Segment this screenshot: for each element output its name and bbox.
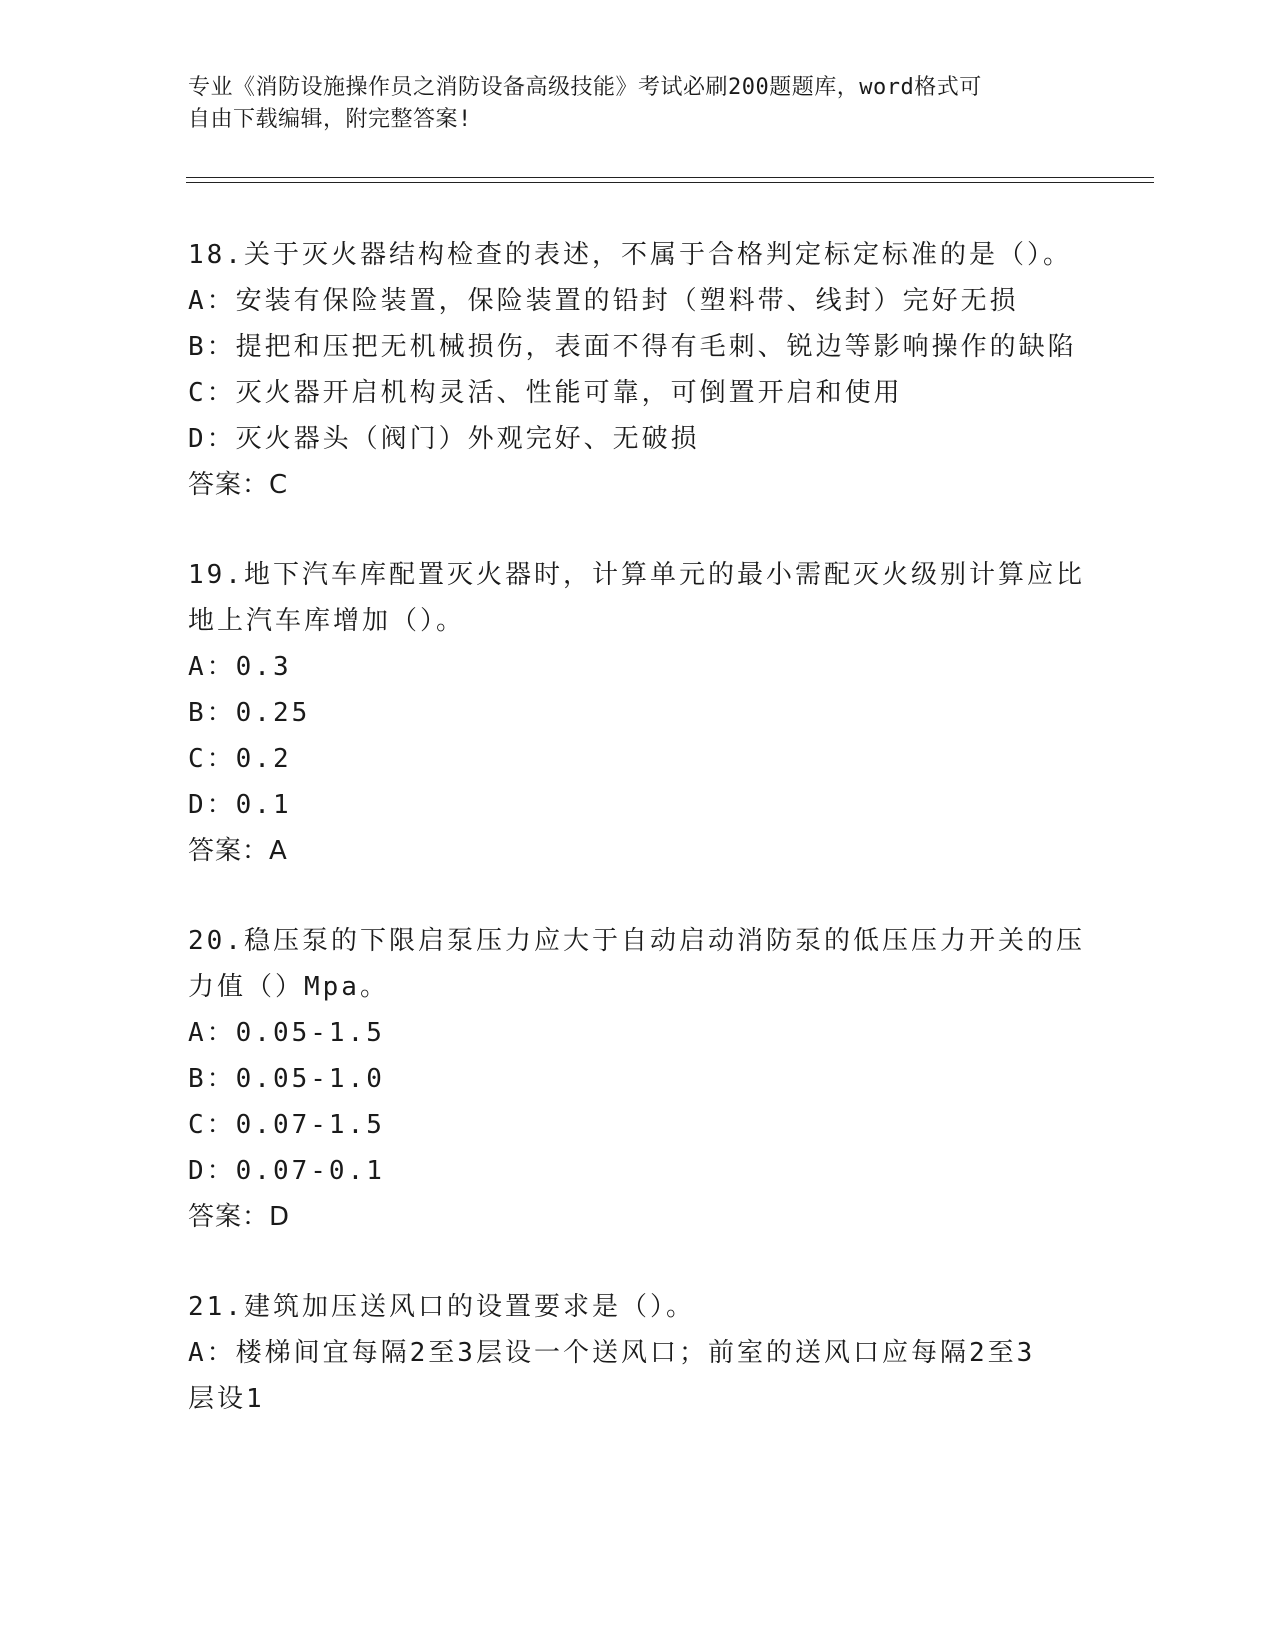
question-block — [188, 1284, 1088, 1422]
question-option: 层设1 — [188, 1384, 265, 1414]
header-line-2: 自由下载编辑，附完整答案! — [188, 107, 472, 132]
question-option: C：0.07-1.5 — [188, 1110, 385, 1140]
question-block — [188, 918, 1088, 1240]
question-option: A：0.3 — [188, 652, 292, 682]
question-list — [188, 232, 1088, 1466]
question-option: C：灭火器开启机构灵活、性能可靠，可倒置开启和使用 — [188, 378, 903, 408]
question-option: D：0.1 — [188, 790, 292, 820]
question-block — [188, 552, 1088, 874]
answer-label: 答案：C — [188, 470, 289, 500]
question-option: B：提把和压把无机械损伤，表面不得有毛刺、锐边等影响操作的缺陷 — [188, 332, 1077, 362]
question-stem: 19.地下汽车库配置灭火器时，计算单元的最小需配灭火级别计算应比 — [188, 560, 1085, 590]
question-option: A：楼梯间宜每隔2至3层设一个送风口；前室的送风口应每隔2至3 — [188, 1338, 1036, 1368]
header-divider-bottom — [186, 182, 1154, 183]
question-option: D：灭火器头（阀门）外观完好、无破损 — [188, 424, 700, 454]
question-option: D：0.07-0.1 — [188, 1156, 385, 1186]
question-option: A：0.05-1.5 — [188, 1018, 385, 1048]
answer-label: 答案：A — [188, 836, 288, 866]
document-header — [188, 72, 1088, 136]
question-stem: 力值（）Mpa。 — [188, 972, 389, 1002]
question-option: B：0.25 — [188, 698, 311, 728]
question-block — [188, 232, 1088, 508]
answer-label: 答案：D — [188, 1202, 291, 1232]
question-option: C：0.2 — [188, 744, 292, 774]
header-divider-top — [186, 177, 1154, 178]
question-stem: 18.关于灭火器结构检查的表述，不属于合格判定标定标准的是（）。 — [188, 240, 1072, 270]
question-stem: 21.建筑加压送风口的设置要求是（）。 — [188, 1292, 695, 1322]
header-line-1: 专业《消防设施操作员之消防设备高级技能》考试必刷200题题库，word格式可 — [188, 75, 982, 100]
question-stem: 20.稳压泵的下限启泵压力应大于自动启动消防泵的低压压力开关的压 — [188, 926, 1085, 956]
question-option: B：0.05-1.0 — [188, 1064, 385, 1094]
question-stem: 地上汽车库增加（）。 — [188, 606, 466, 636]
question-option: A：安装有保险装置，保险装置的铅封（塑料带、线封）完好无损 — [188, 286, 1019, 316]
